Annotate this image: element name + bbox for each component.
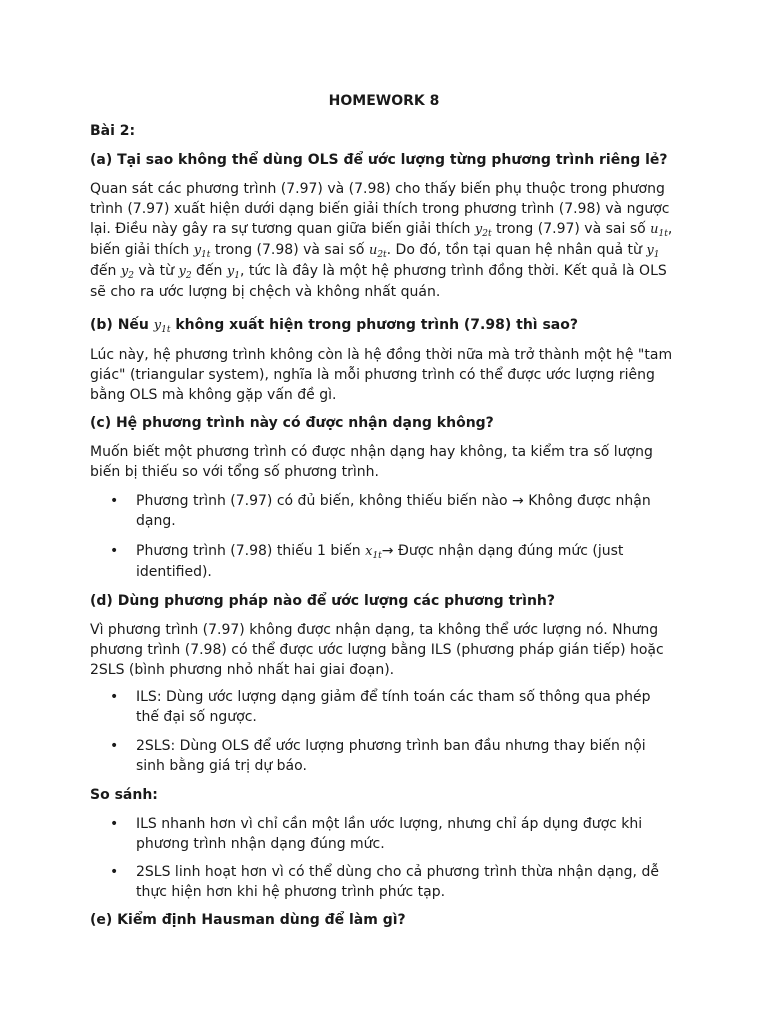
answer-d: Vì phương trình (7.97) không được nhận dạng, ta không thể ước lượng nó. Nhưng phương trình (7.98) có thể được ước lượng bằng ILS (phương pháp gián tiếp) hoặc 2SLS (bình phương nhỏ nhất hai giai đoạn). xyxy=(90,622,664,678)
answer-a-text: đến xyxy=(90,263,121,279)
list-item xyxy=(110,814,670,854)
problem-label: Bài 2: xyxy=(90,123,136,139)
list-item-text: Phương trình (7.97) có đủ biến, không thiếu biến nào → Không được nhận dạng. xyxy=(136,493,651,529)
math-x1t: $x_{1t}$ xyxy=(365,544,382,561)
bullet-icon: • xyxy=(110,543,119,559)
math-y2: $y_2$ xyxy=(120,264,134,281)
math-y2: $y_2$ xyxy=(178,264,192,281)
math-u2t: $u_{2t}$ xyxy=(368,243,387,260)
compare-heading: So sánh: xyxy=(90,787,158,803)
list-item-text: 2SLS linh hoạt hơn vì có thể dùng cho cả phương trình thừa nhận dạng, dễ thực hiện hơn khi hệ phương trình phức tạp. xyxy=(136,864,659,900)
answer-c: Muốn biết một phương trình có được nhận dạng hay không, ta kiểm tra số lượng biến bị thiếu so với tổng số phương trình. xyxy=(90,444,653,480)
answer-a-text: đến xyxy=(191,263,227,279)
answer-a-text: , biến giải thích xyxy=(90,221,673,258)
list-item-text: ILS: Dùng ước lượng dạng giảm để tính toán các tham số thông qua phép thế đại số ngược. xyxy=(136,689,651,725)
answer-a-text: trong (7.97) và sai số xyxy=(491,221,651,237)
math-y2t: $y_{2t}$ xyxy=(474,222,492,239)
document-title: HOMEWORK 8 xyxy=(328,93,440,109)
bullet-icon: • xyxy=(110,689,119,705)
bullet-icon: • xyxy=(110,493,119,509)
question-b: (b) Nếu $y_{1t}$ không xuất hiện trong phương trình (7.98) thì sao? xyxy=(90,317,578,335)
answer-a-text: trong (7.98) và sai số xyxy=(210,242,369,258)
list-item xyxy=(110,687,670,727)
list-item xyxy=(110,736,670,776)
bullet-icon: • xyxy=(110,738,119,754)
answer-a-text: và từ xyxy=(133,263,179,279)
list-item-text: Phương trình (7.98) thiếu 1 biến $x_{1t}\to$ Được nhận dạng đúng mức (just identified). xyxy=(136,543,624,580)
answer-a-text: Quan sát các phương trình (7.97) và (7.98) cho thấy biến phụ thuộc trong phương trình (7.97) xuất hiện dưới dạng biến giải thích trong phương trình (7.98) và ngược lại. Điều này gây ra sự tương quan giữa biến giải thích xyxy=(90,181,670,237)
list-item-text: 2SLS: Dùng OLS để ước lượng phương trình ban đầu nhưng thay biến nội sinh bằng giá trị dự báo. xyxy=(136,738,646,774)
bullet-icon: • xyxy=(110,864,119,880)
answer-a-text: . Do đó, tồn tại quan hệ nhân quả từ xyxy=(386,242,647,258)
list-item xyxy=(110,491,670,531)
question-c: (c) Hệ phương trình này có được nhận dạng không? xyxy=(90,415,494,431)
question-d: (d) Dùng phương pháp nào để ước lượng các phương trình? xyxy=(90,593,556,609)
question-e: (e) Kiểm định Hausman dùng để làm gì? xyxy=(90,912,406,928)
question-a: (a) Tại sao không thể dùng OLS để ước lượng từng phương trình riêng lẻ? xyxy=(90,152,668,168)
math-y1: $y_1$ xyxy=(226,264,240,281)
answer-b: Lúc này, hệ phương trình không còn là hệ đồng thời nữa mà trở thành một hệ "tam giác" (triangular system), nghĩa là mỗi phương trình có thể được ước lượng riêng bằng OLS mà không gặp vấn đề gì. xyxy=(90,347,673,403)
list-item xyxy=(110,862,670,902)
list-item-text: ILS nhanh hơn vì chỉ cần một lần ước lượng, nhưng chỉ áp dụng được khi phương trình nhận dạng đúng mức. xyxy=(136,816,643,852)
math-y1t: $y_{1t}$ xyxy=(193,243,211,260)
list-item xyxy=(110,541,670,582)
bullet-icon: • xyxy=(110,816,119,832)
math-u1t: $u_{1t}$ xyxy=(650,222,668,239)
math-y1t: $y_{1t}$ xyxy=(153,318,171,335)
answer-a-text: , tức là đây là một hệ phương trình đồng thời. Kết quả là OLS sẽ cho ra ước lượng bị chệch và không nhất quán. xyxy=(90,263,667,300)
answer-a xyxy=(90,179,680,302)
math-y1: $y_1$ xyxy=(646,243,660,260)
